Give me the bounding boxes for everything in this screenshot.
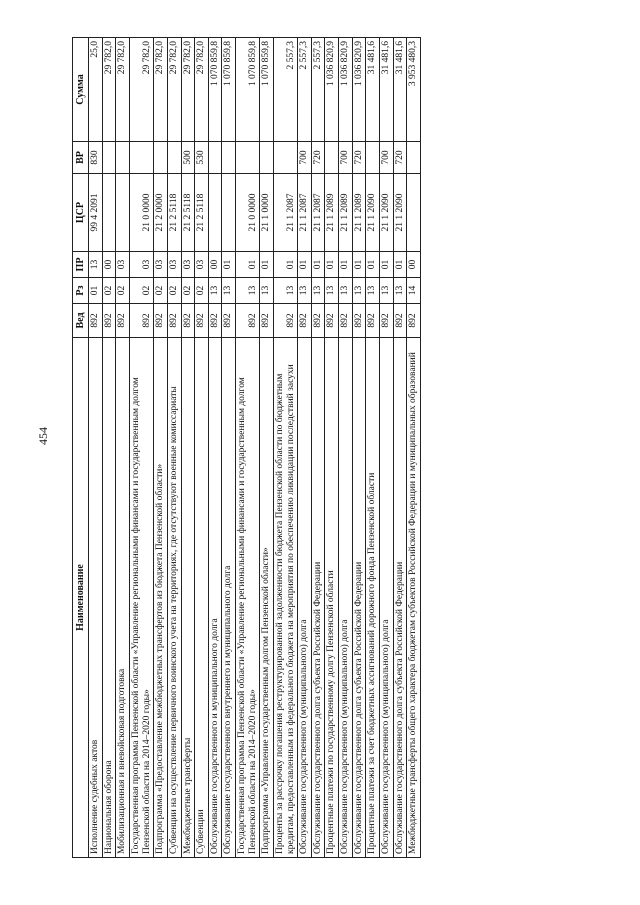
cell-vr bbox=[366, 142, 380, 174]
cell-csr: 21 1 2089 bbox=[325, 174, 339, 252]
cell-rz: 01 bbox=[89, 278, 103, 304]
cell-rz: 13 bbox=[339, 278, 353, 304]
cell-rz: 14 bbox=[407, 278, 421, 304]
cell-rz: 13 bbox=[379, 278, 393, 304]
cell-vr: 700 bbox=[298, 142, 312, 174]
cell-sum: 29 782,0 bbox=[195, 38, 209, 142]
table-row bbox=[167, 38, 181, 858]
cell-sum: 31 481,6 bbox=[379, 38, 393, 142]
cell-name: Межбюджетные трансферты общего характера бюджетам субъектов Российской Федерации и муниципальных образований bbox=[407, 338, 421, 858]
cell-pr: 00 bbox=[208, 252, 222, 278]
table-row bbox=[154, 38, 168, 858]
table-row bbox=[260, 38, 274, 858]
cell-rz: 13 bbox=[298, 278, 312, 304]
cell-pr: 01 bbox=[325, 252, 339, 278]
cell-csr bbox=[407, 174, 421, 252]
cell-ved: 892 bbox=[102, 304, 116, 338]
cell-name: Проценты за рассрочку погашения реструктурированной задолженности бюджета Пензенской области по бюджетным кредитам, предоставленным из федерального бюджета на мероприятия по обеспечению ликвидации последствий засухи bbox=[273, 338, 297, 858]
cell-vr: 720 bbox=[393, 142, 407, 174]
cell-ved: 892 bbox=[339, 304, 353, 338]
header-csr: ЦСР bbox=[73, 174, 89, 252]
cell-sum: 29 782,0 bbox=[102, 38, 116, 142]
cell-name: Мобилизационная и вневойсковая подготовка bbox=[116, 338, 130, 858]
cell-sum: 31 481,6 bbox=[393, 38, 407, 142]
cell-pr: 01 bbox=[273, 252, 297, 278]
cell-ved: 892 bbox=[195, 304, 209, 338]
cell-vr bbox=[167, 142, 181, 174]
cell-ved: 892 bbox=[352, 304, 366, 338]
cell-rz: 13 bbox=[236, 278, 260, 304]
cell-ved: 892 bbox=[273, 304, 297, 338]
table-row bbox=[116, 38, 130, 858]
cell-sum: 1 070 859,8 bbox=[236, 38, 260, 142]
cell-ved: 892 bbox=[116, 304, 130, 338]
cell-rz: 02 bbox=[195, 278, 209, 304]
cell-csr: 21 2 5118 bbox=[181, 174, 195, 252]
table-row bbox=[311, 38, 325, 858]
cell-name: Государственная программа Пензенской области «Управление региональными финансами и государственным долгом Пензенской области на 2014–2020 годы» bbox=[236, 338, 260, 858]
cell-ved: 892 bbox=[379, 304, 393, 338]
cell-sum: 29 782,0 bbox=[167, 38, 181, 142]
cell-vr: 830 bbox=[89, 142, 103, 174]
cell-sum: 29 782,0 bbox=[116, 38, 130, 142]
cell-sum: 1 070 859,8 bbox=[222, 38, 236, 142]
cell-rz: 02 bbox=[167, 278, 181, 304]
cell-vr bbox=[116, 142, 130, 174]
cell-csr bbox=[116, 174, 130, 252]
cell-csr: 99 4 2091 bbox=[89, 174, 103, 252]
cell-name: Процентные платежи по государственному долгу Пензенской области bbox=[325, 338, 339, 858]
cell-pr: 01 bbox=[393, 252, 407, 278]
header-ved: Вед bbox=[73, 304, 89, 338]
table-row bbox=[325, 38, 339, 858]
cell-rz: 13 bbox=[352, 278, 366, 304]
cell-pr: 00 bbox=[407, 252, 421, 278]
cell-name: Подпрограмма «Предоставление межбюджетных трансфертов из бюджета Пензенской области» bbox=[154, 338, 168, 858]
cell-ved: 892 bbox=[407, 304, 421, 338]
table-row bbox=[222, 38, 236, 858]
cell-name: Обслуживание государственного (муниципального) долга bbox=[379, 338, 393, 858]
cell-csr: 21 1 2087 bbox=[298, 174, 312, 252]
cell-vr bbox=[154, 142, 168, 174]
cell-name: Межбюджетные трансферты bbox=[181, 338, 195, 858]
cell-csr: 21 2 5118 bbox=[167, 174, 181, 252]
cell-ved: 892 bbox=[298, 304, 312, 338]
cell-name: Обслуживание государственного (муниципального) долга bbox=[298, 338, 312, 858]
table-row bbox=[195, 38, 209, 858]
table-row bbox=[130, 38, 154, 858]
cell-csr: 21 1 2089 bbox=[352, 174, 366, 252]
cell-ved: 892 bbox=[181, 304, 195, 338]
cell-rz: 13 bbox=[325, 278, 339, 304]
table-row bbox=[366, 38, 380, 858]
cell-csr bbox=[222, 174, 236, 252]
cell-sum: 1 036 820,9 bbox=[352, 38, 366, 142]
table-row bbox=[236, 38, 260, 858]
cell-csr bbox=[208, 174, 222, 252]
cell-pr: 03 bbox=[167, 252, 181, 278]
table-row bbox=[298, 38, 312, 858]
cell-csr: 21 0 0000 bbox=[236, 174, 260, 252]
cell-vr: 700 bbox=[339, 142, 353, 174]
cell-ved: 892 bbox=[222, 304, 236, 338]
header-sum: Сумма bbox=[73, 38, 89, 142]
cell-ved: 892 bbox=[154, 304, 168, 338]
cell-name: Субвенции на осуществление первичного воинского учета на территориях, где отсутствуют военные комиссариаты bbox=[167, 338, 181, 858]
cell-pr: 01 bbox=[222, 252, 236, 278]
rotated-table-container bbox=[72, 38, 421, 858]
cell-rz: 02 bbox=[102, 278, 116, 304]
cell-vr: 500 bbox=[181, 142, 195, 174]
cell-vr bbox=[102, 142, 116, 174]
cell-name: Обслуживание государственного и муниципального долга bbox=[208, 338, 222, 858]
cell-ved: 892 bbox=[366, 304, 380, 338]
cell-vr: 700 bbox=[379, 142, 393, 174]
cell-pr: 01 bbox=[379, 252, 393, 278]
cell-vr bbox=[208, 142, 222, 174]
cell-pr: 01 bbox=[260, 252, 274, 278]
cell-pr: 01 bbox=[366, 252, 380, 278]
cell-rz: 13 bbox=[366, 278, 380, 304]
header-vr: ВР bbox=[73, 142, 89, 174]
table-row bbox=[102, 38, 116, 858]
cell-ved: 892 bbox=[167, 304, 181, 338]
table-row bbox=[89, 38, 103, 858]
cell-rz: 13 bbox=[393, 278, 407, 304]
cell-pr: 01 bbox=[352, 252, 366, 278]
cell-csr: 21 1 2089 bbox=[339, 174, 353, 252]
cell-sum: 1 036 820,9 bbox=[325, 38, 339, 142]
cell-pr: 03 bbox=[116, 252, 130, 278]
header-name: Наименование bbox=[73, 338, 89, 858]
cell-rz: 13 bbox=[208, 278, 222, 304]
cell-pr: 01 bbox=[339, 252, 353, 278]
cell-ved: 892 bbox=[393, 304, 407, 338]
cell-name: Обслуживание государственного долга субъекта Российской Федерации bbox=[352, 338, 366, 858]
cell-sum: 1 070 859,8 bbox=[260, 38, 274, 142]
table-row bbox=[407, 38, 421, 858]
cell-csr: 21 1 2090 bbox=[393, 174, 407, 252]
cell-pr: 03 bbox=[195, 252, 209, 278]
cell-csr: 21 2 5118 bbox=[195, 174, 209, 252]
cell-vr bbox=[260, 142, 274, 174]
cell-sum: 25,0 bbox=[89, 38, 103, 142]
cell-name: Обслуживание государственного внутреннего и муниципального долга bbox=[222, 338, 236, 858]
cell-sum: 1 036 820,9 bbox=[339, 38, 353, 142]
header-rz: Рз bbox=[73, 278, 89, 304]
cell-vr: 720 bbox=[352, 142, 366, 174]
cell-csr: 21 1 2087 bbox=[273, 174, 297, 252]
cell-sum: 2 557,3 bbox=[298, 38, 312, 142]
table-row bbox=[352, 38, 366, 858]
cell-pr: 01 bbox=[311, 252, 325, 278]
cell-vr bbox=[222, 142, 236, 174]
cell-vr: 720 bbox=[311, 142, 325, 174]
table-row bbox=[393, 38, 407, 858]
cell-pr: 13 bbox=[89, 252, 103, 278]
cell-sum: 3 953 480,3 bbox=[407, 38, 421, 142]
cell-sum: 29 782,0 bbox=[130, 38, 154, 142]
cell-pr: 00 bbox=[102, 252, 116, 278]
cell-sum: 2 557,3 bbox=[273, 38, 297, 142]
cell-sum: 31 481,6 bbox=[366, 38, 380, 142]
cell-pr: 01 bbox=[236, 252, 260, 278]
cell-ved: 892 bbox=[130, 304, 154, 338]
cell-ved: 892 bbox=[260, 304, 274, 338]
cell-rz: 13 bbox=[222, 278, 236, 304]
table-row bbox=[379, 38, 393, 858]
cell-sum: 29 782,0 bbox=[154, 38, 168, 142]
cell-rz: 13 bbox=[260, 278, 274, 304]
cell-csr: 21 0 0000 bbox=[130, 174, 154, 252]
cell-csr: 21 1 2090 bbox=[366, 174, 380, 252]
cell-vr bbox=[325, 142, 339, 174]
budget-table bbox=[72, 37, 421, 858]
cell-rz: 02 bbox=[130, 278, 154, 304]
cell-name: Процентные платежи за счет бюджетных ассигнований дорожного фонда Пензенской области bbox=[366, 338, 380, 858]
cell-name: Обслуживание государственного долга субъекта Российской Федерации bbox=[311, 338, 325, 858]
cell-name: Субвенции bbox=[195, 338, 209, 858]
table-row bbox=[273, 38, 297, 858]
cell-sum: 2 557,3 bbox=[311, 38, 325, 142]
page-number: 454 bbox=[36, 427, 50, 445]
cell-csr: 21 2 0000 bbox=[154, 174, 168, 252]
cell-name: Обслуживание государственного долга субъекта Российской Федерации bbox=[393, 338, 407, 858]
table-header-row bbox=[73, 38, 89, 858]
cell-ved: 892 bbox=[325, 304, 339, 338]
cell-rz: 02 bbox=[116, 278, 130, 304]
cell-rz: 02 bbox=[181, 278, 195, 304]
cell-sum: 1 070 859,8 bbox=[208, 38, 222, 142]
table-row bbox=[181, 38, 195, 858]
cell-name: Подпрограмма «Управление государственным долгом Пензенской области» bbox=[260, 338, 274, 858]
cell-pr: 03 bbox=[130, 252, 154, 278]
cell-sum: 29 782,0 bbox=[181, 38, 195, 142]
cell-ved: 892 bbox=[208, 304, 222, 338]
table-row bbox=[339, 38, 353, 858]
cell-rz: 02 bbox=[154, 278, 168, 304]
cell-csr bbox=[102, 174, 116, 252]
cell-pr: 03 bbox=[154, 252, 168, 278]
cell-ved: 892 bbox=[236, 304, 260, 338]
cell-vr: 530 bbox=[195, 142, 209, 174]
cell-vr bbox=[130, 142, 154, 174]
cell-csr: 21 1 2087 bbox=[311, 174, 325, 252]
cell-name: Обслуживание государственного (муниципального) долга bbox=[339, 338, 353, 858]
cell-pr: 03 bbox=[181, 252, 195, 278]
cell-name: Исполнение судебных актов bbox=[89, 338, 103, 858]
header-pr: ПР bbox=[73, 252, 89, 278]
cell-vr bbox=[236, 142, 260, 174]
cell-name: Государственная программа Пензенской области «Управление региональными финансами и государственным долгом Пензенской области на 2014–2020 годы» bbox=[130, 338, 154, 858]
cell-name: Национальная оборона bbox=[102, 338, 116, 858]
cell-vr bbox=[273, 142, 297, 174]
cell-pr: 01 bbox=[298, 252, 312, 278]
cell-csr: 21 1 2090 bbox=[379, 174, 393, 252]
cell-vr bbox=[407, 142, 421, 174]
cell-rz: 13 bbox=[311, 278, 325, 304]
cell-csr: 21 1 0000 bbox=[260, 174, 274, 252]
cell-ved: 892 bbox=[89, 304, 103, 338]
cell-rz: 13 bbox=[273, 278, 297, 304]
cell-ved: 892 bbox=[311, 304, 325, 338]
table-row bbox=[208, 38, 222, 858]
